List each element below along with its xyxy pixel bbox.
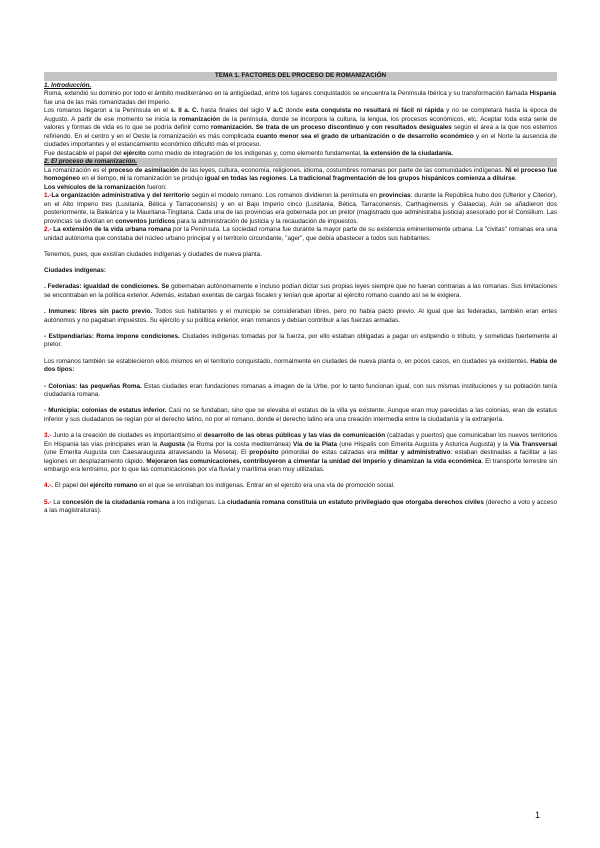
paragraph-inmunes: . Inmunes: libres sin pacto previo. Todos sus habitantes y el municipio se consideraban libres, pero no había pacto previo. Al igual que las federadas, también eran entes autónomos y no pagaban impuestos. Su ejército y su política exterior, eran romanos y debían contribuir a las fuerzas armadas. [44, 308, 557, 324]
paragraph-organizacion: 1.-La organización administrativa y del territorio según el modelo romano. Los romanos dividieron la península en provincias: durante la República hubo dos (Ulterior y Citerior), en el Alto Imperio tres (Lusitania, Bética y Tarraconensis) y en el Bajo Imperio cinco (Lusitania, Bética, Tarraconensis, Carthaginensis y Galaecia). Aún se añadieron dos posteriormente, la Baleárica y la Mauritana-Tingitana. Cada una de las provincias era gobernada por un pretor (magistrado que administraba justicia) asesorado por el Consilium. Las provincias se dividían en conventos jurídicos para la administración de justicia y la recaudación de impuestos. [44, 192, 557, 225]
paragraph-romanos-establecidos: Los romanos también se establecieron ellos mismos en el territorio conquistado, normalmente en ciudades de nueva planta o, en pocos casos, en ciudades ya existentes. Había de dos tipos: [44, 357, 557, 374]
paragraph-proceso-1: La romanización es el proceso de asimilación de las leyes, cultura, economía, religiones, idioma, costumbres romanas por parte de las comunidades indígenas. Ni el proceso fue homogéneo en el tiempo, ni la romanización se produjo igual en todas las regiones. La tradicional fragmentación de los grupos hispánicos comienza a diluirse. [44, 166, 557, 182]
paragraph-colonias: - Colonias: las pequeñas Roma. Estas ciudades eran fundaciones romanas a imagen de la Urbe, por lo tanto funcionan igual, con sus mismas instituciones y su población tenía ciudadanía romana. [44, 382, 557, 399]
paragraph-intro-3: Fue destacable el papel del ejército como medio de integración de los indígenas y, como elemento fundamental, la extensión de la ciudadanía. [44, 149, 453, 157]
document-title: TEMA 1. FACTORES DEL PROCESO DE ROMANIZACIÓN [44, 72, 557, 81]
section-heading-proceso: 2. El proceso de romanización. [44, 158, 557, 167]
paragraph-vias-comunicacion: 3.- Junto a la creación de ciudades es importantísimo el desarrollo de las obras públicas y las vías de comunicación (calzadas y puertos) que comunicaban los nuevos territorios En Hispania las vías principales eran la Augusta (la Roma por la costa mediterránea) Vía de la Plata (une Hispalis con Emerita Augusta y Asturica Augusta) y la Vía Transversal (une Emerita Augusta con Caesaraugusta atravesando la Meseta). El propósito primordial de estas calzadas era militar y administrativo: estaban destinadas a facilitar a las legiones un desplazamiento rápido. Mejoraron las comunicaciones, contribuyeron a cimentar la unidad del Imperio y dinamizan la vida económica. El transporte terrestre sin embargo era lentísimo, por lo que las comunicaciones por vía fluvial y marítima eran muy utilizadas. [44, 432, 558, 474]
paragraph-municipia: - Municipia: colonias de estatus inferior. Casi no se fundaban, sino que se elevaba el estatus de la villa ya existente. Aunque eran muy parecidas a las colonias, eran de estatus inferior y sus ciudadanos se regían por el derecho latino, no por el romano, donde el derecho latino era una creación intermedia entre la ciudadanía y la extranjería. [44, 407, 557, 423]
paragraph-vehiculos: Los vehículos de la romanización fueron: [44, 183, 167, 191]
paragraph-federadas: . Federadas: igualdad de condiciones. Se gobernaban autónomamente e incluso podían dictar sus propias leyes siempre que no fueran contrarias a las romanas. Sus limitaciones se encontraban en la política exterior. Además, estaban exentas de cargas fiscales y tenían que aportar al ejército romano cuando así se le exigiera. [44, 283, 557, 299]
subheading-ciudades-indigenas: Ciudades indígenas: [44, 267, 107, 275]
page-number: 1 [535, 810, 541, 820]
paragraph-estipendiarias: - Estipendiarias: Roma impone condiciones. Ciudades indígenas tomadas por la fuerza, por ello estaban obligadas a pagar un estipendio o tributo, y sometidas fuertemente al pretor. [44, 332, 557, 349]
paragraph-ciudades-tipos: Tenemos, pues, que existían ciudades indígenas y ciudades de nueva planta. [44, 250, 262, 258]
document-page [44, 72, 557, 516]
paragraph-ejercito: 4.-. El papel del ejército romano en el que se enrolaban los indígenas. Entrar en el ejército era una vía de promoción social. [44, 482, 395, 490]
paragraph-intro-1: Roma, extendió su dominio por todo el ámbito mediterráneo en la antigüedad, entre los lugares conquistados se encuentra la Península Ibérica y su transformación llamada Hispania fue una de las más romanizadas del Imperio. [44, 90, 557, 106]
paragraph-ciudadania: 5.- La concesión de la ciudadanía romana a los indígenas. La ciudadanía romana constituía un estatuto privilegiado que otorgaba derechos civiles (derecho a voto y acceso a las magistraturas). [44, 498, 558, 515]
section-heading-introduccion: 1. Introducción. [44, 81, 92, 89]
paragraph-intro-2: Los romanos llegaron a la Península en el s. II a. C. hasta finales del siglo V a.C donde esta conquista no resultará ni fácil ni rápida y no se completará hasta la época de Augusto. A partir de ese momento se inicia la romanización de la península, donde se incorpora la cultura, la lengua, los procesos económicos, etc. Aceptar toda esta serie de valores y formas de vida es lo que se podría definir como romanización. Se trata de un proceso discontinuo y con resultados desiguales según el área a la que nos estemos refiriendo. En el centro y en el Oeste la romanización es más complicada cuanto menor sea el grado de urbanización o de desarrollo económico y en el Norte la ausencia de ciudades importantes y el estancamiento económico dificultó más el proceso. [44, 107, 557, 148]
paragraph-vida-urbana: 2.- La extensión de la vida urbana romana por la Península. La sociedad romana fue durante la mayor parte de su existencia eminentemente urbana. La "civitas" romanas era una unidad autónoma que constaba del núcleo urbano principal y el territorio circundante, "ager", que debía abastecer a todos sus habitantes. [44, 226, 557, 242]
